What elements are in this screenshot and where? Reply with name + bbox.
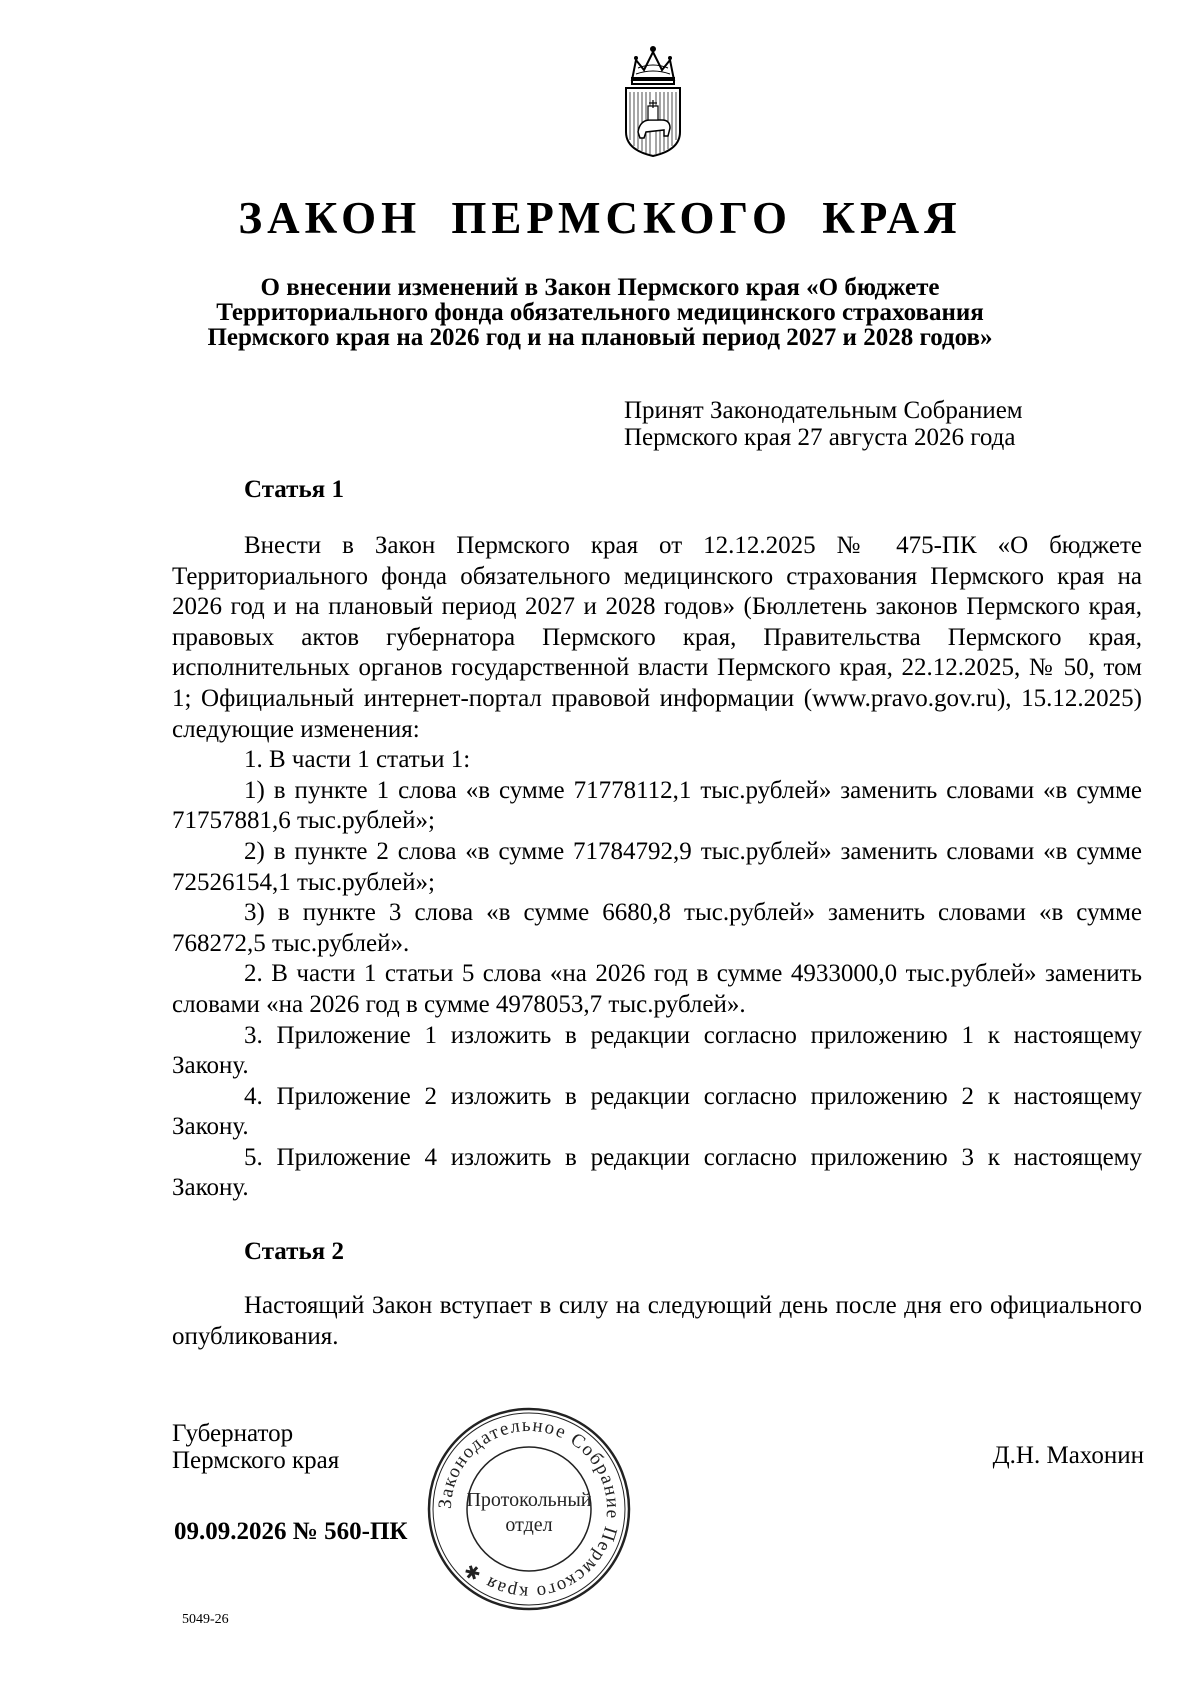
stamp-center-line: отдел — [505, 1514, 553, 1536]
adoption-line: Пермского края 27 августа 2026 года — [624, 424, 1016, 451]
signatory-position-line: Пермского края — [172, 1447, 340, 1474]
stamp-ring-text: Законодательное Собрание Пермского края ✱ — [434, 1414, 624, 1604]
document-code: 5049-26 — [182, 1612, 229, 1627]
article-2-paragraph: Настоящий Закон вступает в силу на следующий день после дня его официального опубликования. — [172, 1292, 1142, 1350]
article-1-paragraph: Внести в Закон Пермского края от 12.12.2025 № 475-ПК «О бюджете Территориального фонда обязательного медицинского страхования Пермского края на 2026 год и на плановый период 2027 и 2028 годов» (Бюллетень законов Пермского края, правовых актов губернатора Пермского края, Правительства Пермского края, исполнительных органов государственной власти Пермского края, 22.12.2025, № 50, том 1; Официальный интернет-портал правовой информации (www.pravo.gov.ru), 15.12.2025) следующие изменения: — [172, 532, 1142, 743]
signatory-position-line: Губернатор — [172, 1420, 294, 1447]
law-title: ЗАКОН ПЕРМСКОГО КРАЯ — [238, 193, 962, 243]
adoption-note — [624, 397, 1023, 451]
perm-krai-coat-of-arms-icon — [622, 40, 684, 158]
article-1-paragraph: 2) в пункте 2 слова «в сумме 71784792,9 тыс.рублей» заменить словами «в сумме 72526154,1 тыс.рублей»; — [172, 837, 1142, 896]
article-2-body — [172, 1291, 1142, 1352]
article-1-paragraph: 3) в пункте 3 слова «в сумме 6680,8 тыс.рублей» заменить словами «в сумме 768272,5 тыс.рублей». — [172, 899, 1142, 957]
article-1-heading: Статья 1 — [244, 476, 344, 503]
signatory-name: Д.Н. Махонин — [992, 1442, 1144, 1469]
subtitle-line: Территориального фонда обязательного медицинского страхования — [216, 299, 984, 326]
article-1-paragraph: 1) в пункте 1 слова «в сумме 71778112,1 тыс.рублей» заменить словами «в сумме 71757881,6 тыс.рублей»; — [172, 776, 1142, 835]
article-1-paragraph: 1. В части 1 статьи 1: — [244, 746, 471, 774]
official-stamp-seal — [424, 1404, 634, 1614]
signatory-position — [172, 1420, 339, 1474]
article-1-paragraph: 3. Приложение 1 изложить в редакции согласно приложению 1 к настоящему Закону. — [172, 1021, 1142, 1080]
article-1-paragraph: 4. Приложение 2 изложить в редакции согласно приложению 2 к настоящему Закону. — [172, 1082, 1142, 1141]
stamp-center-line: Протокольный — [466, 1489, 592, 1511]
article-1-body — [172, 531, 1142, 1204]
subtitle-line: Пермского края на 2026 год и на плановый период 2027 и 2028 годов» — [207, 324, 993, 351]
law-date-number: 09.09.2026 № 560-ПК — [174, 1518, 408, 1545]
law-subtitle — [170, 275, 1030, 350]
adoption-line: Принят Законодательным Собранием — [624, 397, 1023, 424]
subtitle-line: О внесении изменений в Закон Пермского края «О бюджете — [260, 274, 940, 301]
article-1-paragraph: 2. В части 1 статьи 5 слова «на 2026 год в сумме 4933000,0 тыс.рублей» заменить словами «на 2026 год в сумме 4978053,7 тыс.рублей». — [172, 960, 1142, 1018]
article-1-paragraph: 5. Приложение 4 изложить в редакции согласно приложению 3 к настоящему Закону. — [172, 1143, 1142, 1202]
article-2-heading: Статья 2 — [244, 1238, 344, 1265]
